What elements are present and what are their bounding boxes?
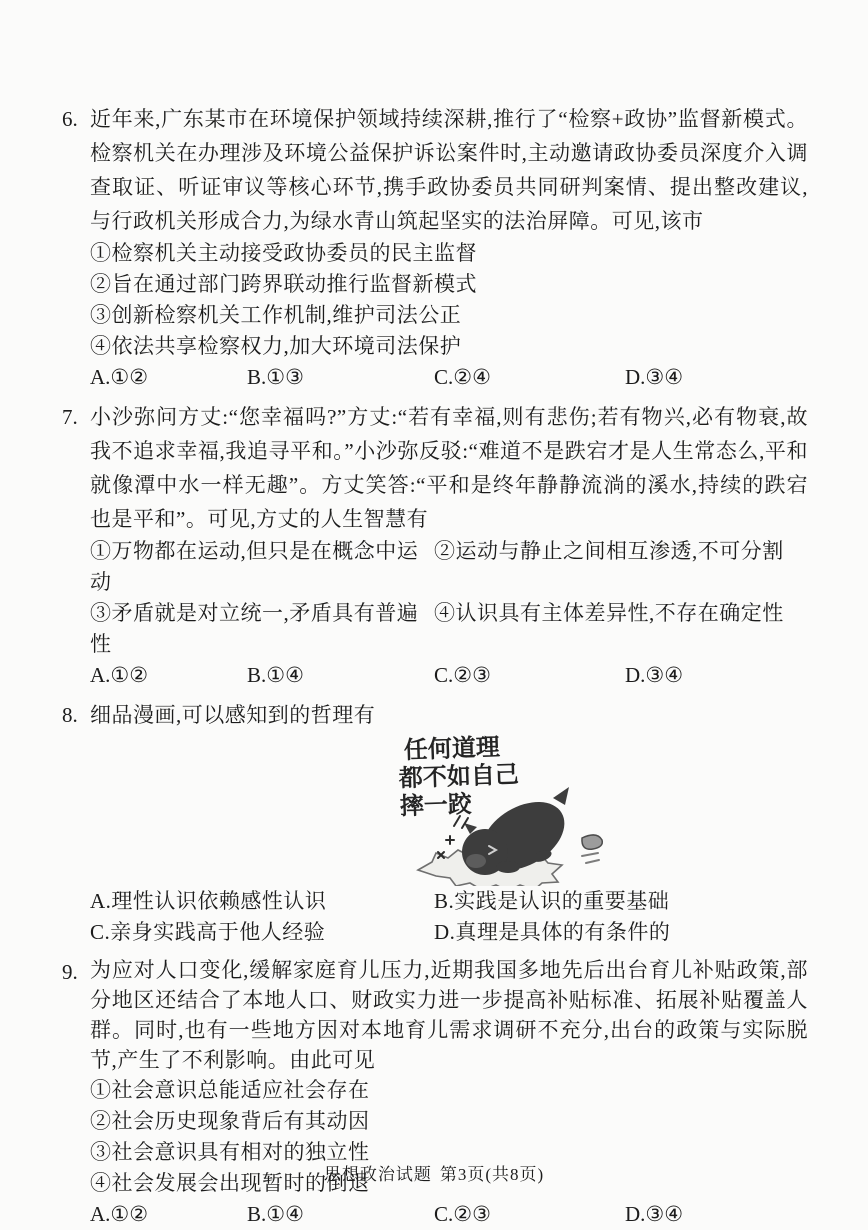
question-9-choice-c: C.②③: [434, 1202, 491, 1226]
question-6-items: [90, 238, 808, 362]
question-9-choice-b: B.①④: [247, 1202, 304, 1226]
question-6-choice-b: B.①③: [247, 365, 304, 389]
question-9-number: 9.: [62, 960, 78, 984]
question-6-item-2: ②旨在通过部门跨界联动推行监督新模式: [90, 272, 477, 296]
question-7-item-1: ①万物都在运动,但只是在概念中运动: [90, 539, 419, 594]
question-6-item-1: ①检察机关主动接受政协委员的民主监督: [90, 241, 477, 265]
question-7-choice-b: B.①④: [247, 663, 304, 687]
question-6-number: 6.: [62, 107, 78, 131]
question-7-number: 7.: [62, 405, 78, 429]
question-6: [62, 102, 808, 393]
question-9-choices: [90, 1199, 808, 1230]
question-9-item-3: ③社会意识具有相对的独立性: [90, 1140, 370, 1164]
question-7-item-3: ③矛盾就是对立统一,矛盾具有普遍性: [90, 601, 419, 656]
question-7: [62, 400, 808, 691]
cartoon-caption: [396, 734, 520, 820]
question-9-item-4: ④社会发展会出现暂时的倒退: [90, 1171, 370, 1195]
question-8-number: 8.: [62, 703, 78, 727]
question-9-choice-a: A.①②: [90, 1202, 149, 1226]
question-8-choice-d: D.真理是具体的有条件的: [434, 920, 671, 944]
question-9-choice-d: D.③④: [625, 1202, 684, 1226]
question-6-choices: [90, 362, 808, 393]
cartoon-caption-line-3: 摔一跤: [399, 789, 473, 821]
question-8-choice-c: C.亲身实践高于他人经验: [90, 920, 326, 944]
page-footer: [0, 1160, 868, 1185]
question-7-item-2: ②运动与静止之间相互渗透,不可分割: [434, 539, 784, 563]
question-7-choice-d: D.③④: [625, 663, 684, 687]
question-9-item-2: ②社会历史现象背后有其动因: [90, 1109, 370, 1133]
footer-page-number: 第3页(共8页): [439, 1165, 545, 1184]
question-8-choice-b: B.实践是认识的重要基础: [434, 889, 670, 913]
question-7-items: [90, 536, 808, 660]
cartoon-caption-line-2: 都不如自己: [398, 760, 520, 793]
question-9-stem: 为应对人口变化,缓解家庭育儿压力,近期我国多地先后出台育儿补贴政策,部分地区还结合了本地人口、财政实力进一步提高补贴标准、拓展补贴覆盖人群。同时,也有一些地方因对本地育儿需求调研不充分,出台的政策与实际脱节,产生了不利影响。由此可见: [90, 958, 808, 1072]
question-7-choice-a: A.①②: [90, 663, 149, 687]
question-8-choices: [90, 886, 808, 948]
question-8-choice-a: A.理性认识依赖感性认识: [90, 889, 327, 913]
question-7-item-4: ④认识具有主体差异性,不存在确定性: [434, 601, 784, 625]
question-6-choice-a: A.①②: [90, 365, 149, 389]
question-6-choice-d: D.③④: [625, 365, 684, 389]
question-8: [62, 698, 808, 948]
question-6-stem: 近年来,广东某市在环境保护领域持续深耕,推行了“检察+政协”监督新模式。检察机关在办理涉及环境公益保护诉讼案件时,主动邀请政协委员深度介入调查取证、听证审议等核心环节,携手政协委员共同研判案情、提出整改建议,与行政机关形成合力,为绿水青山筑起坚实的法治屏障。可见,该市: [90, 107, 808, 233]
cartoon-fallen-figure: [390, 734, 620, 886]
cartoon-caption-line-1: 任何道理: [403, 734, 501, 765]
cartoon-illustration: [390, 734, 620, 886]
question-7-choices: [90, 660, 808, 691]
flying-shoe: [582, 835, 602, 863]
question-6-item-3: ③创新检察机关工作机制,维护司法公正: [90, 303, 462, 327]
question-9-item-1: ①社会意识总能适应社会存在: [90, 1078, 370, 1102]
question-6-choice-c: C.②④: [434, 365, 491, 389]
question-7-choice-c: C.②③: [434, 663, 491, 687]
footer-exam-title: 思想政治试题: [323, 1165, 432, 1184]
question-9: [62, 955, 808, 1230]
question-6-item-4: ④依法共享检察权力,加大环境司法保护: [90, 334, 462, 358]
question-7-stem: 小沙弥问方丈:“您幸福吗?”方丈:“若有幸福,则有悲伤;若有物兴,必有物衰,故我不追求幸福,我追寻平和。”小沙弥反驳:“难道不是跌宕才是人生常态么,平和就像潭中水一样无趣”。方丈笑答:“平和是终年静静流淌的溪水,持续的跌宕也是平和”。可见,方丈的人生智慧有: [90, 405, 808, 531]
question-8-stem: 细品漫画,可以感知到的哲理有: [90, 703, 376, 727]
